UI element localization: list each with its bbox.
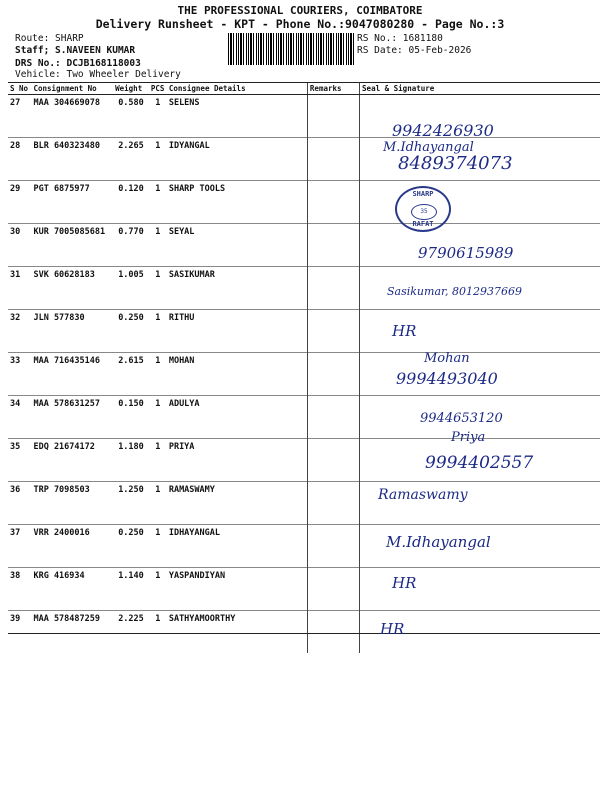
cell-remarks — [307, 396, 359, 439]
cell-consignment: KUR 7005085681 — [31, 224, 113, 267]
table-row — [8, 310, 600, 353]
cell-weight: 0.150 — [113, 396, 149, 439]
staff-label: Staff; S.NAVEEN KUMAR — [15, 45, 136, 56]
table-bottom-line — [8, 633, 600, 634]
cell-sno: 37 — [8, 525, 31, 568]
cell-consignment: TRP 7098503 — [31, 482, 113, 525]
cell-pcs: 1 — [149, 310, 167, 353]
handwritten-phone: 9994402557 — [425, 453, 534, 473]
table-row — [8, 525, 600, 568]
cell-consignee: ADULYA — [167, 396, 308, 439]
cell-remarks — [307, 439, 359, 482]
cell-consignee: SASIKUMAR — [167, 267, 308, 310]
drs-number: DRS No.: DCJB168118003 — [15, 58, 141, 69]
table-row — [8, 482, 600, 525]
cell-consignee: SHARP TOOLS — [167, 181, 308, 224]
cell-remarks — [307, 310, 359, 353]
cell-sno: 31 — [8, 267, 31, 310]
stamp-top-text: SHARP — [412, 190, 434, 198]
table-row — [8, 181, 600, 224]
cell-consignee: PRIYA — [167, 439, 308, 482]
cell-sno: 28 — [8, 138, 31, 181]
rs-number: RS No.: 1681180 — [357, 33, 443, 44]
table-header-row — [8, 83, 600, 95]
rs-date: RS Date: 05-Feb-2026 — [357, 45, 472, 56]
cell-remarks — [307, 138, 359, 181]
handwritten-signature: HR — [380, 620, 405, 638]
handwritten-phone: 9994493040 — [396, 369, 498, 388]
table-row — [8, 396, 600, 439]
cell-consignment: VRR 2400016 — [31, 525, 113, 568]
cell-sno: 32 — [8, 310, 31, 353]
cell-remarks — [307, 568, 359, 611]
cell-consignee: SEYAL — [167, 224, 308, 267]
col-consignee: Consignee Details — [167, 83, 308, 95]
cell-weight: 1.250 — [113, 482, 149, 525]
cell-weight: 2.225 — [113, 611, 149, 654]
cell-consignment: MAA 716435146 — [31, 353, 113, 396]
cell-consignment: MAA 578487259 — [31, 611, 113, 654]
cell-consignee: RITHU — [167, 310, 308, 353]
cell-sno: 33 — [8, 353, 31, 396]
delivery-stamp — [395, 186, 451, 232]
cell-consignment: EDQ 21674172 — [31, 439, 113, 482]
table-row — [8, 611, 600, 654]
cell-pcs: 1 — [149, 482, 167, 525]
cell-remarks — [307, 353, 359, 396]
route-label: Route: SHARP — [15, 33, 84, 44]
cell-weight: 0.250 — [113, 310, 149, 353]
handwritten-phone: 9790615989 — [418, 244, 514, 262]
handwritten-signature: Mohan — [424, 351, 470, 366]
cell-sno: 30 — [8, 224, 31, 267]
cell-consignment: JLN 577830 — [31, 310, 113, 353]
cell-pcs: 1 — [149, 267, 167, 310]
cell-weight: 0.770 — [113, 224, 149, 267]
table-row — [8, 353, 600, 396]
cell-remarks — [307, 95, 359, 138]
cell-weight: 2.265 — [113, 138, 149, 181]
col-pcs: PCS — [149, 83, 167, 95]
cell-sno: 29 — [8, 181, 31, 224]
cell-weight: 0.120 — [113, 181, 149, 224]
cell-pcs: 1 — [149, 224, 167, 267]
cell-weight: 1.005 — [113, 267, 149, 310]
stamp-mid-text: 35 — [411, 204, 437, 220]
cell-pcs: 1 — [149, 353, 167, 396]
cell-consignment: BLR 640323480 — [31, 138, 113, 181]
col-weight: Weight — [113, 83, 149, 95]
runsheet-subtitle: Delivery Runsheet - KPT - Phone No.:9047080280 - Page No.:3 — [95, 17, 505, 31]
cell-consignment: PGT 6875977 — [31, 181, 113, 224]
stamp-bottom-text: RAFAT — [412, 220, 434, 228]
cell-weight: 0.580 — [118, 98, 144, 108]
table-row — [8, 568, 600, 611]
vehicle-label: Vehicle: Two Wheeler Delivery — [15, 69, 181, 80]
cell-sno: 35 — [8, 439, 31, 482]
cell-consignee: IDHAYANGAL — [167, 525, 308, 568]
cell-pcs: 1 — [149, 568, 167, 611]
handwritten-phone: 9942426930 — [392, 121, 494, 140]
cell-sno: 39 — [8, 611, 31, 654]
handwritten-signature: Priya — [451, 430, 486, 445]
cell-remarks — [307, 482, 359, 525]
cell-pcs: 1 — [149, 138, 167, 181]
cell-sno: 27 — [10, 98, 21, 108]
cell-weight: 0.250 — [113, 525, 149, 568]
cell-consignment: MAA 304669078 — [33, 98, 100, 108]
cell-consignee: YASPANDIYAN — [167, 568, 308, 611]
handwritten-phone: 9944653120 — [420, 411, 503, 426]
col-seal: Seal & Signature — [360, 83, 600, 95]
cell-sno: 34 — [8, 396, 31, 439]
cell-remarks — [307, 181, 359, 224]
handwritten-signature: HR — [392, 574, 417, 592]
handwritten-signature: Sasikumar, 8012937669 — [387, 285, 523, 298]
cell-consignee: SELENS — [168, 98, 200, 108]
cell-consignee: RAMASWAMY — [167, 482, 308, 525]
cell-remarks — [307, 224, 359, 267]
cell-remarks — [307, 525, 359, 568]
cell-sno: 38 — [8, 568, 31, 611]
cell-consignment: KRG 416934 — [31, 568, 113, 611]
col-remarks: Remarks — [307, 83, 359, 95]
col-consignment: Consignment No — [31, 83, 113, 95]
handwritten-signature: M.Idhayangal — [383, 140, 474, 155]
handwritten-signature: HR — [392, 322, 417, 340]
company-title: THE PROFESSIONAL COURIERS, COIMBATORE — [177, 4, 423, 17]
cell-consignee: MOHAN — [167, 353, 308, 396]
cell-weight: 1.140 — [113, 568, 149, 611]
cell-weight: 1.180 — [113, 439, 149, 482]
cell-pcs: 1 — [149, 439, 167, 482]
cell-remarks — [307, 611, 359, 654]
cell-consignment: SVK 60628183 — [31, 267, 113, 310]
cell-sno: 36 — [8, 482, 31, 525]
table-row — [8, 95, 600, 138]
barcode — [228, 33, 354, 65]
cell-consignee: SATHYAMOORTHY — [167, 611, 308, 654]
handwritten-phone: 8489374073 — [398, 153, 513, 174]
cell-pcs: 1 — [149, 525, 167, 568]
cell-remarks — [307, 267, 359, 310]
cell-pcs: 1 — [149, 396, 167, 439]
handwritten-signature: M.Idhayangal — [386, 533, 491, 551]
cell-consignment: MAA 578631257 — [31, 396, 113, 439]
cell-pcs: 1 — [149, 611, 167, 654]
handwritten-signature: Ramaswamy — [378, 487, 468, 503]
cell-consignee: IDYANGAL — [167, 138, 308, 181]
cell-pcs: 1 — [149, 181, 167, 224]
cell-weight: 2.615 — [113, 353, 149, 396]
col-sno: S No — [8, 83, 31, 95]
cell-pcs: 1 — [155, 98, 161, 108]
